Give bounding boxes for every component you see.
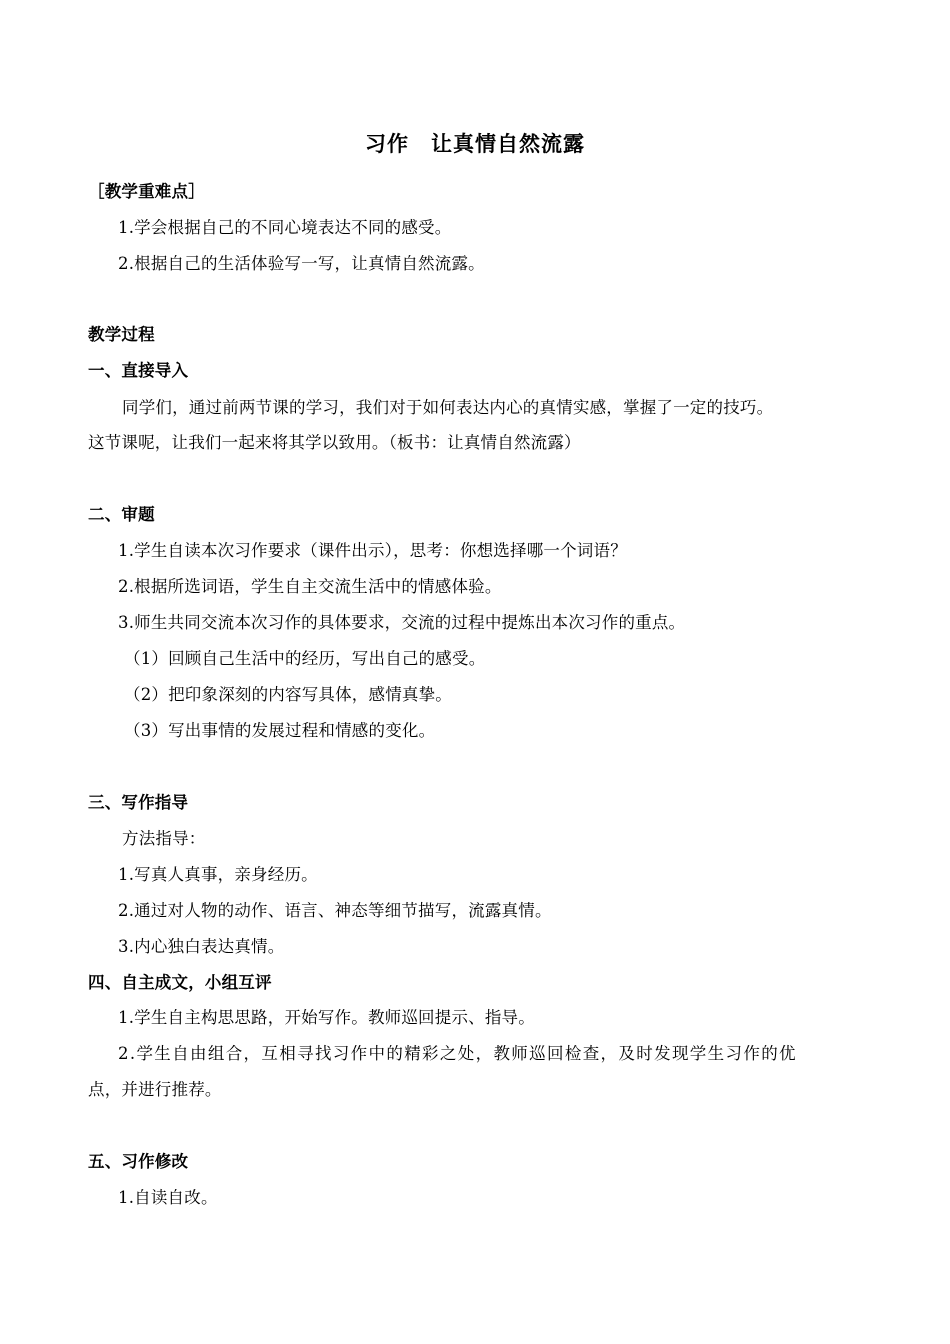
process-heading: 教学过程 [88, 325, 155, 344]
topic-subitem: （3）写出事情的发展过程和情感的变化。 [124, 721, 436, 740]
section-heading-writing: 四、自主成文，小组互评 [88, 973, 272, 992]
guidance-item: 3.内心独白表达真情。 [118, 937, 285, 956]
section-heading-revision: 五、习作修改 [88, 1152, 189, 1171]
topic-subitem: （1）回顾自己生活中的经历，写出自己的感受。 [124, 649, 486, 668]
writing-item: 2.学生自由组合，互相寻找习作中的精彩之处，教师巡回检查，及时发现学生习作的优 [118, 1044, 797, 1063]
section-heading-intro: 一、直接导入 [88, 361, 189, 380]
writing-item-continuation: 点，并进行推荐。 [88, 1080, 222, 1099]
topic-subitem: （2）把印象深刻的内容写具体，感情真挚。 [124, 685, 452, 704]
topic-item: 1.学生自读本次习作要求（课件出示），思考：你想选择哪一个词语？ [118, 541, 627, 560]
topic-item: 3.师生共同交流本次习作的具体要求，交流的过程中提炼出本次习作的重点。 [118, 613, 686, 632]
guidance-item: 2.通过对人物的动作、语言、神态等细节描写，流露真情。 [118, 901, 552, 920]
key-point-item: 1.学会根据自己的不同心境表达不同的感受。 [118, 218, 452, 237]
guidance-item: 1.写真人真事，亲身经历。 [118, 865, 318, 884]
page-title: 习作 让真情自然流露 [365, 132, 585, 156]
intro-paragraph-line: 同学们，通过前两节课的学习，我们对于如何表达内心的真情实感，掌握了一定的技巧。 [122, 398, 774, 417]
key-points-heading: ［教学重难点］ [88, 182, 205, 201]
key-point-item: 2.根据自己的生活体验写一写，让真情自然流露。 [118, 254, 485, 273]
section-heading-topic: 二、审题 [88, 505, 155, 524]
intro-paragraph-line: 这节课呢，让我们一起来将其学以致用。（板书：让真情自然流露） [88, 433, 581, 452]
revision-item: 1.自读自改。 [118, 1188, 218, 1207]
guidance-intro: 方法指导： [122, 829, 206, 848]
section-heading-guidance: 三、写作指导 [88, 793, 189, 812]
writing-item: 1.学生自主构思思路，开始写作。教师巡回提示、指导。 [118, 1008, 535, 1027]
topic-item: 2.根据所选词语，学生自主交流生活中的情感体验。 [118, 577, 502, 596]
